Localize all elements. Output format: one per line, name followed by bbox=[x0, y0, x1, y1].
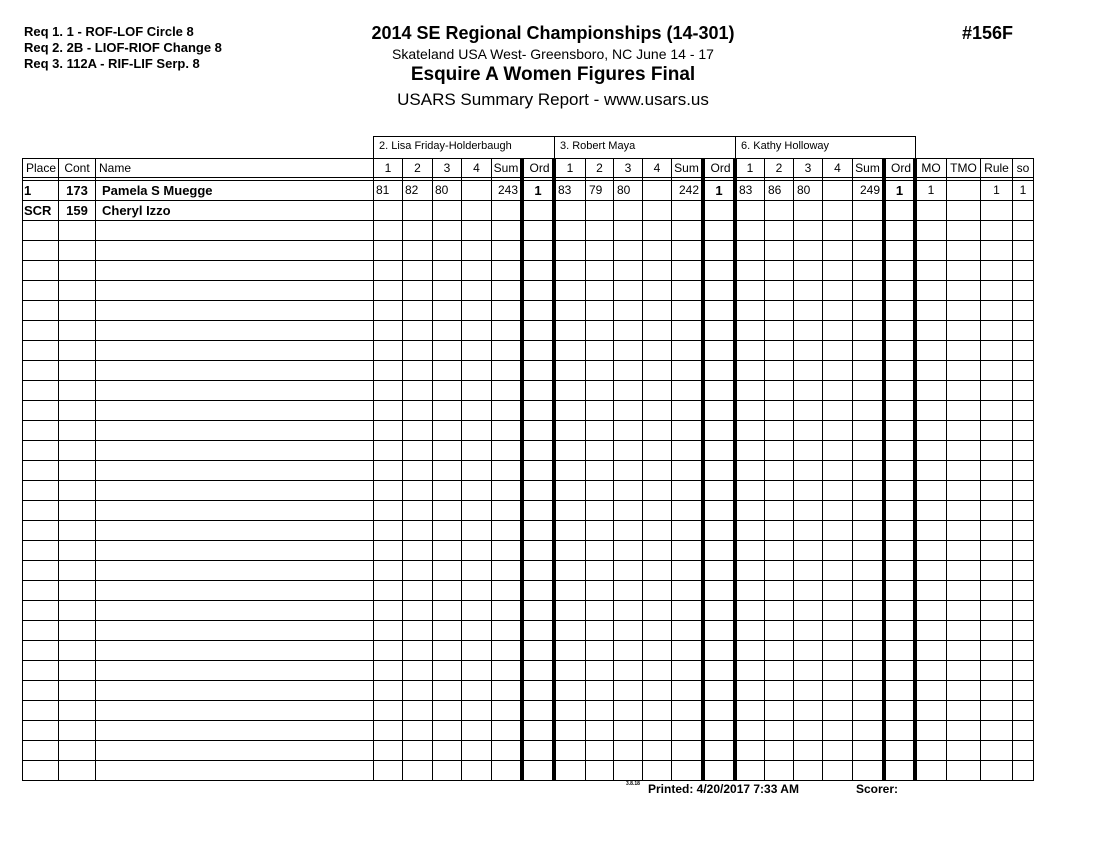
judge-score: 80 bbox=[797, 183, 811, 197]
column-header-rule: Rule bbox=[984, 161, 1009, 175]
judge-name-2: 3. Robert Maya bbox=[560, 140, 636, 152]
mo-cell bbox=[916, 201, 946, 220]
column-divider bbox=[793, 158, 794, 781]
judge-name-1: 2. Lisa Friday-Holderbaugh bbox=[379, 140, 512, 152]
judge-sum bbox=[492, 201, 518, 220]
place-cell: 1 bbox=[24, 183, 32, 198]
column-divider bbox=[491, 158, 492, 781]
column-header-j1: 1 bbox=[746, 161, 754, 175]
judge-score bbox=[464, 201, 490, 220]
printed-timestamp: Printed: 4/20/2017 7:33 AM bbox=[648, 782, 799, 796]
contestant-number: 159 bbox=[66, 203, 88, 218]
column-header-ord: Ord bbox=[529, 161, 550, 175]
judge-score bbox=[617, 201, 642, 220]
so-cell: 1 bbox=[1019, 183, 1027, 197]
judge-score: 79 bbox=[589, 183, 603, 197]
column-divider bbox=[402, 158, 403, 781]
column-header-sum: Sum bbox=[855, 161, 880, 175]
column-divider bbox=[980, 158, 981, 781]
so-cell bbox=[1013, 201, 1033, 220]
competition-title: Esquire A Women Figures Final bbox=[410, 64, 696, 85]
column-header-j3: 3 bbox=[624, 161, 632, 175]
place-cell: SCR bbox=[24, 203, 52, 218]
judge-score: 83 bbox=[739, 183, 753, 197]
judge-header-border bbox=[735, 136, 736, 158]
column-divider bbox=[671, 158, 672, 781]
column-divider bbox=[733, 158, 737, 781]
tmo-cell bbox=[947, 181, 980, 200]
column-divider bbox=[95, 158, 96, 781]
judge-score: 80 bbox=[435, 183, 449, 197]
judge-score: 80 bbox=[617, 183, 631, 197]
judge-score bbox=[405, 201, 431, 220]
column-divider bbox=[822, 158, 823, 781]
column-header-tmo: TMO bbox=[950, 161, 977, 175]
judge-score bbox=[376, 201, 401, 220]
requirement-3: Req 3. 112A - RIF-LIF Serp. 8 bbox=[24, 56, 200, 71]
column-divider bbox=[432, 158, 433, 781]
column-header-j4: 4 bbox=[653, 161, 661, 175]
rule-cell: 1 bbox=[993, 183, 1000, 197]
event-number: #156F bbox=[962, 23, 1014, 43]
column-header-place: Place bbox=[26, 161, 57, 175]
venue-line: Skateland USA West- Greensboro, NC June 14 - 17 bbox=[392, 46, 714, 62]
event-title: 2014 SE Regional Championships (14-301) bbox=[371, 23, 735, 43]
column-header-j4: 4 bbox=[834, 161, 841, 175]
judge-score bbox=[646, 201, 671, 220]
column-divider bbox=[701, 158, 705, 781]
judge-score bbox=[464, 181, 490, 200]
judge-sum: 242 bbox=[678, 183, 699, 197]
judge-score: 82 bbox=[405, 183, 419, 197]
column-header-j2: 2 bbox=[775, 161, 783, 175]
mo-cell: 1 bbox=[927, 183, 935, 197]
judge-ordinal: 1 bbox=[534, 183, 542, 198]
column-header-j1: 1 bbox=[384, 161, 392, 175]
column-header-j3: 3 bbox=[804, 161, 812, 175]
column-divider bbox=[520, 158, 524, 781]
column-header-ord: Ord bbox=[890, 161, 911, 175]
judge-sum bbox=[853, 201, 880, 220]
column-divider bbox=[585, 158, 586, 781]
column-divider bbox=[461, 158, 462, 781]
column-divider bbox=[852, 158, 853, 781]
version-label: 3.8.18 bbox=[626, 781, 640, 787]
judge-sum: 243 bbox=[497, 183, 518, 197]
column-header-j1: 1 bbox=[566, 161, 574, 175]
column-divider bbox=[913, 158, 917, 781]
rule-cell bbox=[981, 201, 1012, 220]
column-header-j3: 3 bbox=[443, 161, 451, 175]
judge-score: 86 bbox=[768, 183, 782, 197]
judge-score bbox=[826, 181, 852, 200]
column-divider bbox=[373, 158, 374, 781]
column-header-name: Name bbox=[99, 161, 132, 175]
contestant-number: 173 bbox=[66, 183, 88, 198]
judge-score: 81 bbox=[376, 183, 390, 197]
judge-score bbox=[558, 201, 585, 220]
judge-header-border bbox=[915, 136, 916, 158]
column-divider bbox=[946, 158, 947, 781]
tmo-cell bbox=[947, 201, 980, 220]
column-header-cont: Cont bbox=[64, 161, 90, 175]
column-divider bbox=[552, 158, 556, 781]
judge-score bbox=[797, 201, 822, 220]
report-title: USARS Summary Report - www.usars.us bbox=[397, 90, 709, 109]
requirement-1: Req 1. 1 - ROF-LOF Circle 8 bbox=[24, 24, 194, 39]
scorer-label: Scorer: bbox=[856, 782, 899, 796]
judge-name-3: 6. Kathy Holloway bbox=[741, 140, 830, 152]
column-divider bbox=[642, 158, 643, 781]
column-divider bbox=[764, 158, 765, 781]
judge-ordinal bbox=[524, 201, 552, 220]
judge-score bbox=[589, 201, 613, 220]
column-divider bbox=[1033, 158, 1034, 781]
judge-ordinal: 1 bbox=[715, 183, 723, 198]
judge-score: 83 bbox=[558, 183, 572, 197]
judge-ordinal bbox=[705, 201, 733, 220]
column-header-mo: MO bbox=[921, 161, 941, 175]
skater-name: Cheryl Izzo bbox=[102, 203, 171, 218]
column-header-j2: 2 bbox=[596, 161, 603, 175]
judge-sum: 249 bbox=[859, 183, 880, 197]
column-divider bbox=[1012, 158, 1013, 781]
judge-header-border bbox=[373, 136, 374, 158]
column-divider bbox=[58, 158, 59, 781]
column-divider bbox=[882, 158, 886, 781]
judge-score bbox=[646, 181, 671, 200]
judge-header-border bbox=[554, 136, 555, 158]
column-header-sum: Sum bbox=[674, 161, 699, 175]
judge-score bbox=[739, 201, 764, 220]
judge-sum bbox=[672, 201, 699, 220]
judge-score bbox=[768, 201, 793, 220]
column-divider bbox=[613, 158, 614, 781]
column-header-so: so bbox=[1016, 161, 1030, 175]
column-header-j2: 2 bbox=[414, 161, 421, 175]
judge-score bbox=[435, 201, 460, 220]
skater-name: Pamela S Muegge bbox=[102, 183, 213, 198]
column-header-ord: Ord bbox=[710, 161, 731, 175]
column-header-sum: Sum bbox=[493, 161, 519, 175]
judge-ordinal: 1 bbox=[895, 183, 904, 198]
judge-score bbox=[826, 201, 852, 220]
requirement-2: Req 2. 2B - LIOF-RIOF Change 8 bbox=[24, 40, 222, 55]
column-divider bbox=[22, 158, 23, 781]
column-header-j4: 4 bbox=[473, 161, 480, 175]
judge-ordinal bbox=[886, 201, 913, 220]
